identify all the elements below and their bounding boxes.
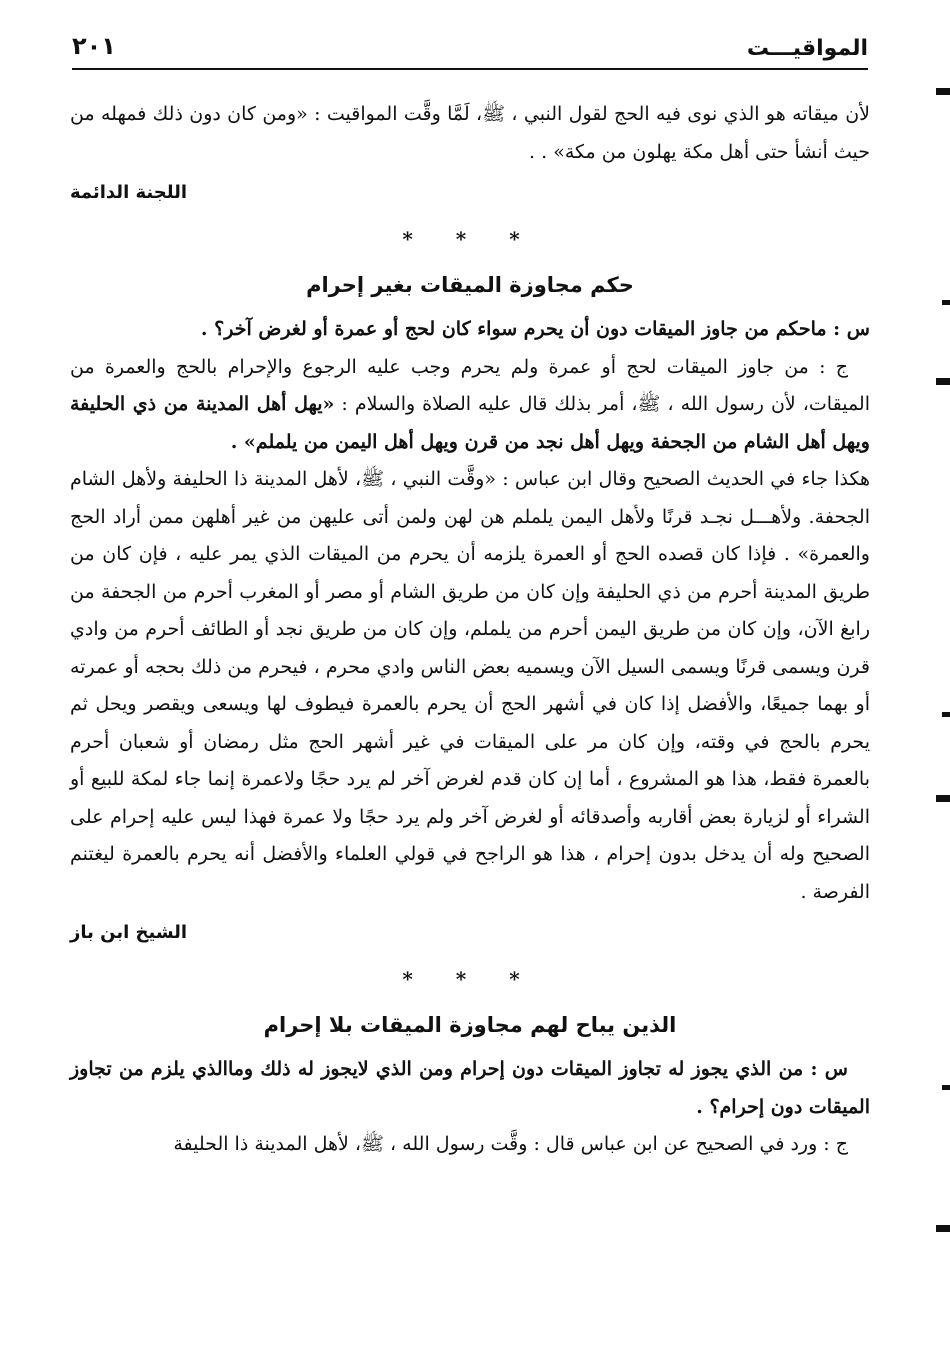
- separator-stars-1: * * *: [402, 227, 538, 251]
- section3-answer: ج : ورد في الصحيح عن ابن عباس قال : وقَّت رسول الله ، ﷺ، لأهل المدينة ذا الحليفة: [173, 1133, 848, 1155]
- section3-question: س : من الذي يجوز له تجاوز الميقات دون إحرام ومن الذي لايجوز له ذلك وماالذي يلزم من تجاوز الميقات دون إحرام؟ .: [70, 1058, 870, 1118]
- section2-answer-rest: هكذا جاء في الحديث الصحيح وقال ابن عباس : «وقَّت النبي ، ﷺ، لأهل المدينة ذا الحليفة ولأهل الشام الجحفة. ولأهـــل نجـد قرنًا ولأهل اليمن يلملم هن لهن ولمن أتى عليهن من غير أهلهن ممن أراد الحج والعمرة» . فإذا كان قصده الحج أو العمرة يلزمه أن يحرم من الميقات الذي يمر عليه ، فإن كان من طريق المدينة أحرم من ذي الحليفة وإن كان من طريق الشام أو مصر أو المغرب أحرم من الجحفة من رابغ الآن، وإن كان من طريق اليمن أحرم من يلملم، وإن كان من طريق نجد أو الطائف أحرم من وادي قرن ويسمى قرنًا ويسمى السيل الآن ويسميه بعض الناس وادي محرم ، فيحرم من ذلك بحجه أو عمرته أو بهما جميعًا، والأفضل إذا كان في أشهر الحج أن يحرم بالعمرة فيطوف لها ويسعى ويقصر ويحل ثم يحرم بالحج في وقته، وإن كان مر على الميقات في غير أشهر الحج مثل رمضان أو شعبان أحرم بالعمرة فقط، هذا هو المشروع ، أما إن كان قدم لغرض آخر لم يرد حجًا ولاعمرة إنما جاء لمكة للبيع أو الشراء أو لزيارة بعض أقاربه وأصدقائه أو لغرض آخر ولم يرد حجًا ولا عمرة فهذا ليس عليه إحرام على الصحيح وله أن يدخل بدون إحرام ، هذا هو الراجح في قولي العلماء والأفضل أنه يحرم بالعمرة ليغتنم الفرصة .: [70, 468, 871, 903]
- margin-mark: [942, 300, 950, 305]
- margin-mark: [936, 795, 950, 802]
- section3-title: الذين يباح لهم مجاوزة الميقات بلا إحرام: [263, 1013, 677, 1037]
- section1-text: لأن ميقاته هو الذي نوى فيه الحج لقول النبي ، ﷺ، لَمَّا وقَّت المواقيت : «ومن كان دون ذلك فمهله من حيث أنشأ حتى أهل مكة يهلون من مكة» . .: [70, 103, 870, 163]
- separator-stars-2: * * *: [402, 967, 538, 991]
- page-body: [70, 96, 870, 1164]
- section2-hadith: «يهل أهل المدينة من ذي الحليفة ويهل أهل الشام من الجحفة ويهل أهل نجد من قرن ويهل أهل اليمن من يلملم» .: [70, 393, 870, 453]
- section2-answer-intro: ج : من جاوز الميقات لحج أو عمرة ولم يحرم وجب عليه الرجوع والإحرام بالحج والعمرة من الميقات، لأن رسول الله ، ﷺ، أمر بذلك قال عليه الصلاة والسلام :: [70, 355, 870, 415]
- chapter-title: المواقيـــت: [746, 36, 868, 61]
- margin-mark: [936, 88, 950, 95]
- margin-mark: [936, 1225, 950, 1232]
- page-header: [72, 28, 868, 70]
- section1-signature: اللجنة الدائمة: [70, 182, 188, 203]
- section2-question: س : ماحكم من جاوز الميقات دون أن يحرم سواء كان لحج أو عمرة أو لغرض آخر؟ .: [200, 318, 870, 340]
- section2-title: حكم مجاوزة الميقات بغير إحرام: [306, 273, 634, 297]
- margin-mark: [936, 378, 950, 385]
- section2-answer: [70, 349, 870, 462]
- page-number: ٢٠١: [72, 32, 116, 60]
- margin-mark: [942, 712, 950, 717]
- margin-mark: [942, 1085, 950, 1090]
- section2-signature: الشيخ ابن باز: [70, 922, 188, 943]
